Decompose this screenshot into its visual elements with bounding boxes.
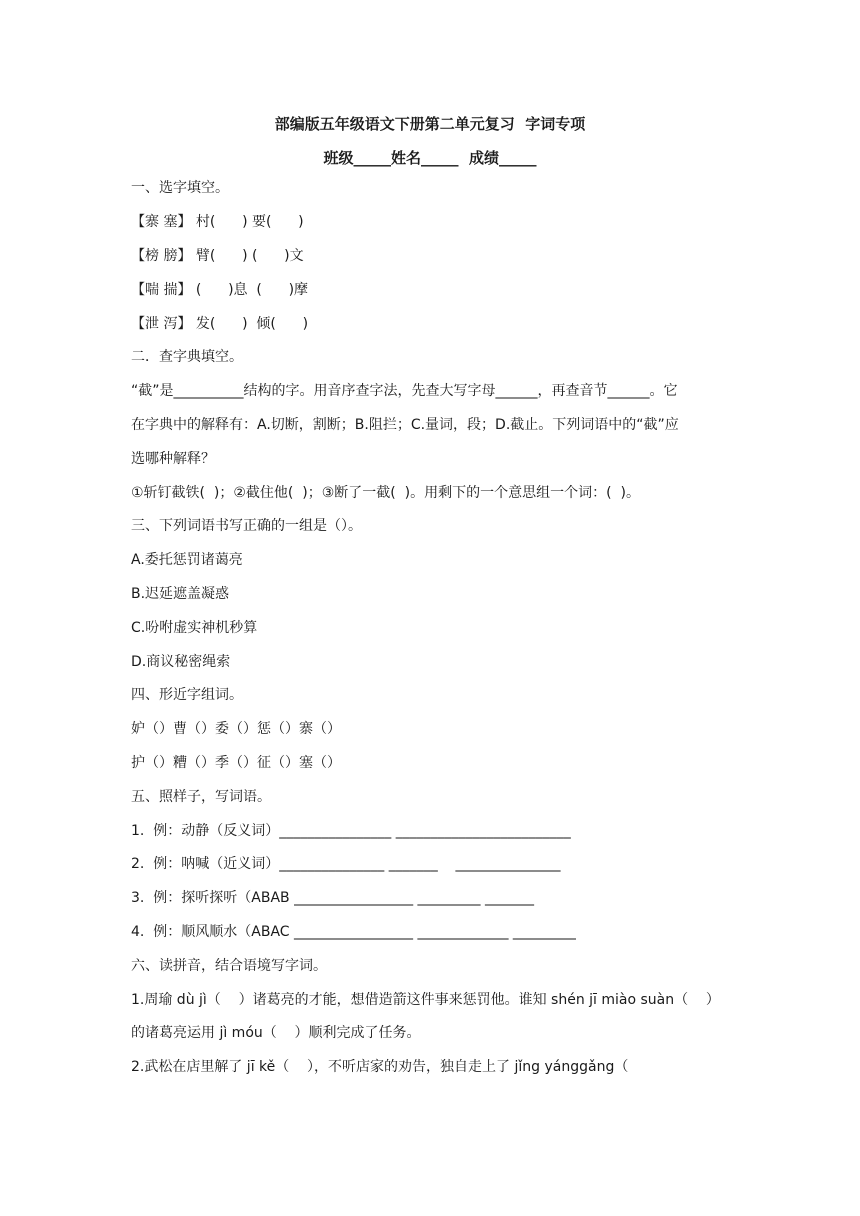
question-line: 1.周瑜 dù jì（ ）诸葛亮的才能，想借造箭这件事来惩罚他。谁知 shén jī miào suàn（ ）: [131, 992, 720, 1008]
worksheet-subtitle: 班级_____姓名_____ 成绩_____: [323, 149, 537, 167]
worksheet-title: 部编版五年级语文下册第二单元复习 字词专项: [274, 115, 586, 133]
question-line: 2. 例：呐喊（近义词）_______________ _______ _______________: [131, 856, 561, 872]
option-d: D.商议秘密绳索: [131, 654, 231, 670]
section-4-heading: 四、形近字组词。: [131, 687, 243, 703]
question-line: 【寨 塞】 村( ) 要( ): [131, 214, 304, 230]
section-1-heading: 一、选字填空。: [131, 180, 229, 196]
option-c: C.吩咐虚实神机秒算: [131, 620, 258, 636]
question-line: 选哪种解释？: [131, 451, 215, 467]
question-line: 的诸葛亮运用 jì móu（ ）顺利完成了任务。: [131, 1025, 421, 1041]
section-2-heading: 二．查字典填空。: [131, 349, 243, 365]
question-line: 【榜 膀】 臂( ) ( )文: [131, 248, 304, 264]
question-line: 妒（）曹（）委（）惩（）寨（）: [131, 721, 341, 737]
question-line: 4. 例：顺风顺水（ABAC _________________ _____________ _________: [131, 924, 576, 940]
section-6-heading: 六、读拼音，结合语境写字词。: [131, 958, 327, 974]
question-line: ①斩钉截铁( )；②截住他( )；③断了一截( )。用剩下的一个意思组一个词：( )。: [131, 485, 640, 501]
question-line: 1. 例：动静（反义词）________________ _________________________: [131, 823, 571, 839]
question-line: 2.武松在店里解了 jī kě（ ），不听店家的劝告，独自走上了 jǐng yánggǎng（: [131, 1059, 629, 1075]
question-line: “截”是__________结构的字。用音序查字法，先查大写字母______，再查音节______。它: [131, 383, 678, 399]
question-line: 【喘 揣】 ( )息 ( )摩: [131, 282, 309, 298]
option-a: A.委托惩罚诸蔼亮: [131, 552, 243, 568]
question-line: 在字典中的解释有：A.切断，割断；B.阻拦；C.量词，段；D.截止。下列词语中的“截”应: [131, 417, 679, 433]
question-line: 护（）糟（）季（）征（）塞（）: [131, 755, 341, 771]
section-3-heading: 三、下列词语书写正确的一组是（）。: [131, 518, 362, 534]
question-line: 【泄 泻】 发( ) 倾( ): [131, 316, 309, 332]
question-line: 3. 例：探听探听（ABAB _________________ _________ _______: [131, 890, 534, 906]
section-5-heading: 五、照样子，写词语。: [131, 789, 271, 805]
option-b: B.迟延遮盖凝惑: [131, 586, 230, 602]
